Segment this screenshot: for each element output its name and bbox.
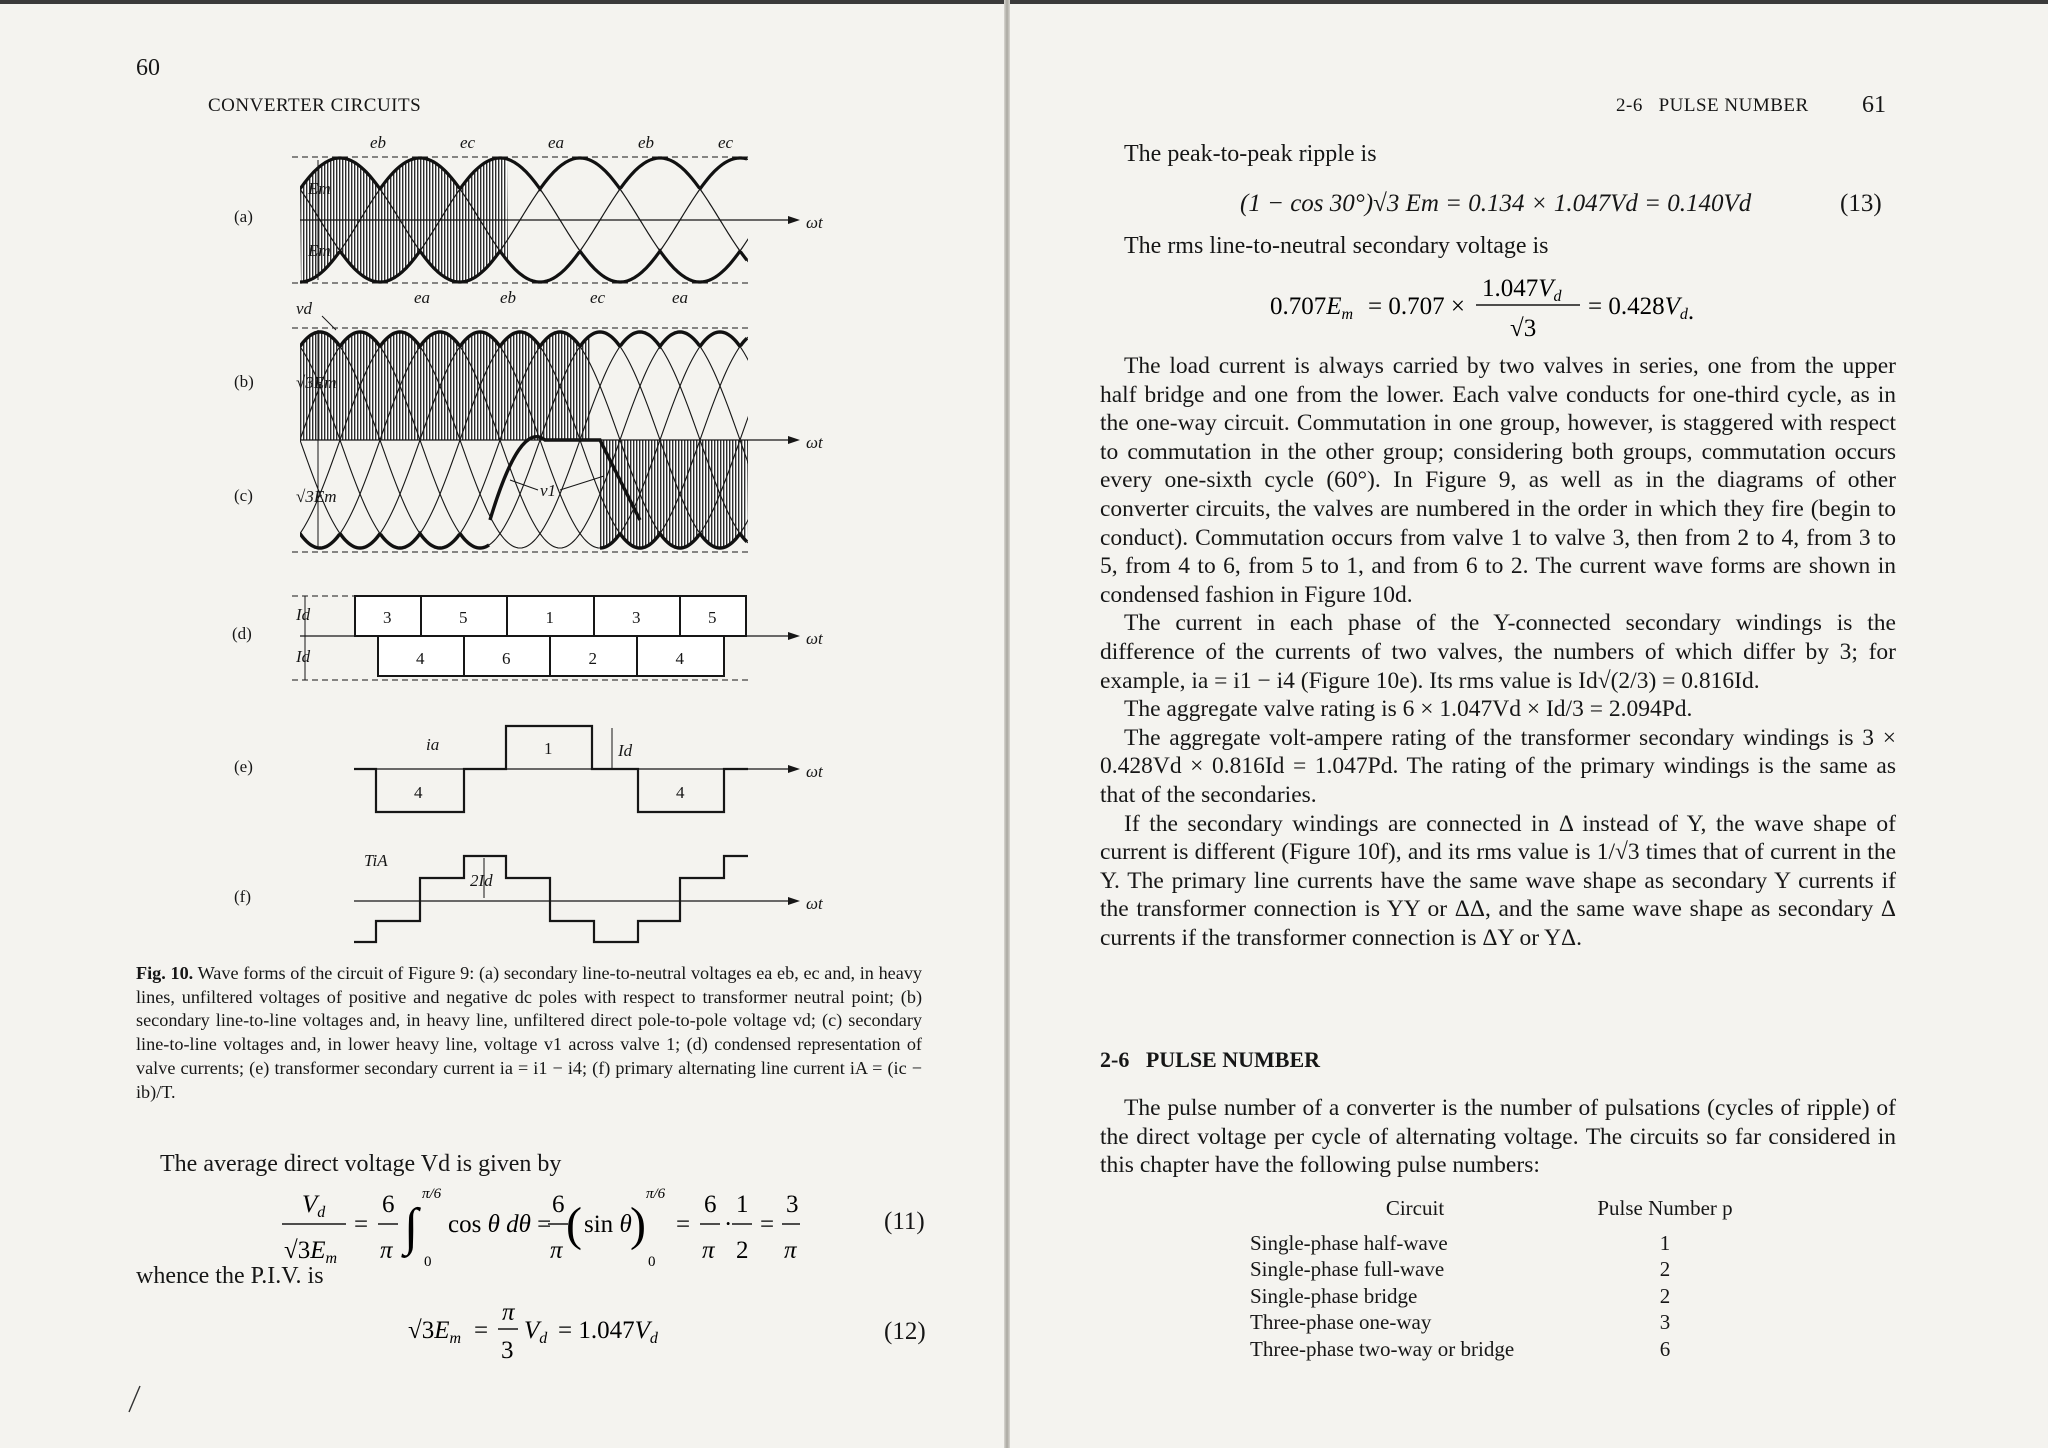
panel-d-valve-currents [292, 596, 824, 680]
waveform-figure [0, 0, 1004, 960]
left-running-head: CONVERTER CIRCUITS [208, 95, 422, 116]
svg-text:Vd: $V_d$ [302, 1191, 326, 1221]
upper-valve-number: 3 [632, 608, 641, 627]
panel-a-waves [290, 133, 824, 307]
table-cell-circuit: Three-phase one-way [1250, 1310, 1432, 1335]
upper-valve-number: 5 [459, 608, 468, 627]
lower-valve-number: 4 [416, 649, 425, 668]
rms-equation [1270, 268, 1695, 344]
hatched-direct-voltage [300, 332, 590, 440]
phase-label-top: ec [718, 133, 734, 152]
upper-valve-number: 5 [708, 608, 717, 627]
svg-text:·: · [724, 1211, 733, 1238]
svg-text:0: 0 [424, 1254, 432, 1270]
svg-text:cos θ dθ =: cos θ dθ = [448, 1211, 552, 1238]
svg-text:1: 1 [736, 1191, 749, 1218]
phase-label-top: eb [370, 133, 387, 152]
svg-text:√3: √3 [1510, 315, 1537, 342]
svg-text:=: = [354, 1211, 369, 1238]
axis-arrow [788, 216, 800, 224]
table-cell-pulse: 3 [1659, 1310, 1671, 1335]
left-page [0, 0, 1004, 1448]
phase-label-bottom: ea [414, 288, 431, 307]
svg-text:=: = [474, 1317, 489, 1344]
panel-bc-waves [290, 299, 824, 552]
upper-valve-number: 1 [545, 608, 554, 627]
equation-11-number: (11) [884, 1208, 925, 1235]
right-page-number: 61 [1862, 92, 1886, 118]
table-header-circuit: Circuit [1385, 1196, 1445, 1220]
pulse-number-text: The pulse number of a converter is the number of pulsations (cycles of ripple) of the direct voltage per cycle of alternating voltage. The circuits so far considered in this chapter have the following pulse numbers: [1100, 1095, 1896, 1179]
svg-text:π: π [380, 1237, 393, 1264]
axis-arrow [788, 765, 800, 773]
svg-text:=: = [760, 1211, 775, 1238]
axis-arrow [788, 436, 800, 444]
equation-13-number: (13) [1840, 190, 1882, 217]
axis-arrow [788, 897, 800, 905]
svg-text:π: π [702, 1237, 715, 1264]
primary-current-wave [354, 856, 748, 942]
panel-f-primary-current [354, 851, 824, 942]
equation-12 [408, 1296, 678, 1366]
table-row [1250, 1336, 1750, 1363]
e-pulse-label: 4 [414, 783, 423, 802]
phase-label-bottom: ea [672, 288, 689, 307]
section-heading: 2-6 PULSE NUMBER [1100, 1047, 1321, 1072]
table-row [1250, 1230, 1750, 1257]
e-pulse-label: 1 [544, 739, 553, 758]
svg-text:= 0.707 ×: = 0.707 × [1368, 293, 1465, 320]
table-cell-pulse: 1 [1659, 1230, 1671, 1255]
panel-label-b: (b) [234, 372, 254, 391]
svg-text:0.707Em: $0.707E_m$ [1270, 293, 1354, 323]
paragraph-valve-rating: The aggregate valve rating is 6 × 1.047Vd × Id/3 = 2.094Pd. [1124, 696, 1693, 723]
svg-text:3: 3 [501, 1337, 514, 1364]
panel-label-d: (d) [232, 624, 252, 643]
left-page-number: 60 [136, 55, 160, 81]
ripple-sentence: The peak-to-peak ripple is [1124, 141, 1377, 167]
svg-text:6: 6 [552, 1191, 565, 1218]
svg-text:0: 0 [648, 1254, 656, 1270]
pencil-mark [126, 1384, 146, 1414]
ia-label: ia [426, 735, 440, 754]
phase-label-bottom: eb [500, 288, 517, 307]
phase-label-top: ec [460, 133, 476, 152]
rms-sentence: The rms line-to-neutral secondary voltage is [1124, 233, 1549, 259]
omega-t-label-e: ωt [806, 762, 823, 781]
svg-text:): ) [630, 1198, 646, 1251]
omega-t-label-d: ωt [806, 629, 823, 648]
phase-label-bottom: ec [590, 288, 606, 307]
v1-pointer [510, 480, 538, 490]
phase-label-top: eb [638, 133, 655, 152]
svg-text:π: π [502, 1299, 515, 1326]
equation-13: (1 − cos 30°)√3 Em = 0.134 × 1.047Vd = 0.140Vd [1240, 190, 1752, 217]
svg-text:=: = [676, 1211, 691, 1238]
caption-text: Wave forms of the circuit of Figure 9: (a) secondary line-to-neutral voltages ea eb, ec and, in heavy lines, unfiltered voltages of positive and negative dc poles with respect to transformer neutral point; (b) secondary line-to-line voltages and, in heavy line, unfiltered direct pole-to-pole voltage vd; (c) secondary line-to-line voltages and, in lower heavy line, voltage v1 across valve 1; (d) condensed representation of valve currents; (e) transformer secondary current ia = i1 − i4; (f) primary alternating line current iA = (ic − ib)/T. [136, 963, 923, 1102]
id-label-lower: Id [296, 647, 311, 666]
lower-valve-number: 4 [675, 649, 684, 668]
omega-t-label-f: ωt [806, 894, 823, 913]
panel-label-c: (c) [234, 486, 253, 505]
pulse-number-table [1250, 1196, 1750, 1363]
equation-12-number: (12) [884, 1318, 926, 1345]
svg-text:π/6: π/6 [646, 1186, 666, 1202]
id-label-upper: Id [296, 605, 311, 624]
sqrt3em-label-b: √3Em [296, 373, 337, 392]
two-id-label: 2Id [470, 871, 493, 890]
sqrt3em-label-c: √3Em [296, 487, 337, 506]
svg-text:1.047Vd: $1.047V_d$ [1482, 275, 1562, 305]
svg-text:π/6: π/6 [422, 1186, 442, 1202]
svg-text:π: π [784, 1237, 797, 1264]
paragraph-phase-current: The current in each phase of the Y-connected secondary windings is the difference of the currents of two valves, the numbers of which differ by 3; for example, ia = i1 − i4 (Figure 10e). Its rms value is Id√(2/3) = 0.816Id. [1100, 610, 1896, 694]
vd-label: vd [296, 299, 313, 318]
svg-text:3: 3 [786, 1191, 799, 1218]
paragraph-load-current: The load current is always carried by two valves in series, one from the upper half bridge and one from the lower. Each valve conducts for one-third cycle, as in the one-way circuit. Commutation in one group, however, is staggered with respect to commutation in the other group; considering both groups, commutation occurs every one-sixth cycle (60°). In Figure 9, as well as in the diagrams of other converter circuits, the valves are numbered in the order in which they fire (begin to conduct). Commutation occurs from valve 1 to valve 3, then from 2 to 4, from 3 to 5, from 4 to 6, from 5 to 1, and from 6 to 2. The current wave forms are shown in condensed fashion in Figure 10d. [1100, 353, 1896, 608]
em-label-upper: Em [308, 179, 331, 198]
svg-text:√3Em: $√3E_m$ [408, 1317, 462, 1347]
table-cell-pulse: 2 [1659, 1283, 1671, 1308]
figure-caption [136, 962, 922, 1104]
svg-text:∫: ∫ [404, 1199, 419, 1256]
equation-11 [280, 1180, 800, 1276]
svg-text:6: 6 [382, 1191, 395, 1218]
table-header-pulse-number: Pulse Number p [1597, 1196, 1733, 1220]
svg-text:√3Em: $√3E_m$ [284, 1237, 338, 1267]
table-row [1250, 1310, 1750, 1337]
table-row [1250, 1257, 1750, 1284]
right-page [1010, 0, 2048, 1448]
table-cell-pulse: 6 [1659, 1336, 1671, 1361]
panel-label-a: (a) [234, 207, 253, 226]
paragraph-transformer-rating: The aggregate volt-ampere rating of the transformer secondary windings is 3 × 0.428Vd × 0.816Id = 1.047Pd. The rating of the primary windings is the same as that of the secondaries. [1100, 724, 1896, 808]
table-cell-circuit: Single-phase half-wave [1250, 1230, 1448, 1255]
svg-text:sin θ: sin θ [584, 1211, 632, 1238]
lower-valve-number: 6 [502, 649, 511, 668]
hatched-valve-voltage [600, 440, 748, 548]
panel-label-f: (f) [234, 887, 251, 906]
e-pulse-label: 4 [676, 783, 685, 802]
svg-text:6: 6 [704, 1191, 717, 1218]
svg-text:= 1.047Vd: = $1.047V_d$ [558, 1317, 658, 1347]
panel-e-secondary-current [354, 726, 824, 812]
caption-label: Fig. 10. [136, 963, 194, 983]
right-running-head: 2-6 PULSE NUMBER [1616, 95, 1809, 116]
svg-text:(: ( [566, 1198, 582, 1251]
pulse-number-paragraph [1100, 1094, 1896, 1180]
svg-text:2: 2 [736, 1237, 749, 1264]
svg-text:π: π [550, 1237, 563, 1264]
whence-sentence: whence the P.I.V. is [136, 1263, 324, 1289]
svg-text:Vd: $V_d$ [524, 1317, 548, 1347]
table-cell-circuit: Three-phase two-way or bridge [1250, 1336, 1515, 1361]
lower-valve-number: 2 [588, 649, 597, 668]
v1-label: v1 [540, 481, 557, 500]
omega-t-label-bc: ωt [806, 433, 823, 452]
table-cell-circuit: Single-phase full-wave [1250, 1257, 1445, 1282]
table-cell-pulse: 2 [1659, 1257, 1671, 1282]
body-paragraphs [1100, 352, 1896, 952]
valve-voltage-lower-1 [300, 534, 489, 549]
omega-t-label-a: ωt [806, 213, 823, 232]
id-label-e: Id [618, 741, 633, 760]
svg-text:= 0.428Vd.: = $0.428V_d$. [1588, 293, 1695, 325]
avg-voltage-sentence: The average direct voltage Vd is given by [160, 1151, 562, 1177]
em-label-lower: Em [308, 241, 331, 260]
upper-valve-number: 3 [383, 608, 392, 627]
table-cell-circuit: Single-phase bridge [1250, 1283, 1418, 1308]
tia-label: TiA [364, 851, 388, 870]
paragraph-delta-connection: If the secondary windings are connected in Δ instead of Y, the wave shape of current is different (Figure 10f), and its rms value is 1/√3 times that of current in the Y. The primary line currents have the same wave shape as secondary Y currents if the transformer connection is YY or ΔΔ, and the same wave shape as secondary Δ currents if the transformer connection is ΔY or YΔ. [1100, 810, 1896, 951]
phase-label-top: ea [548, 133, 565, 152]
table-row [1250, 1283, 1750, 1310]
axis-arrow [788, 632, 800, 640]
panel-label-e: (e) [234, 757, 253, 776]
